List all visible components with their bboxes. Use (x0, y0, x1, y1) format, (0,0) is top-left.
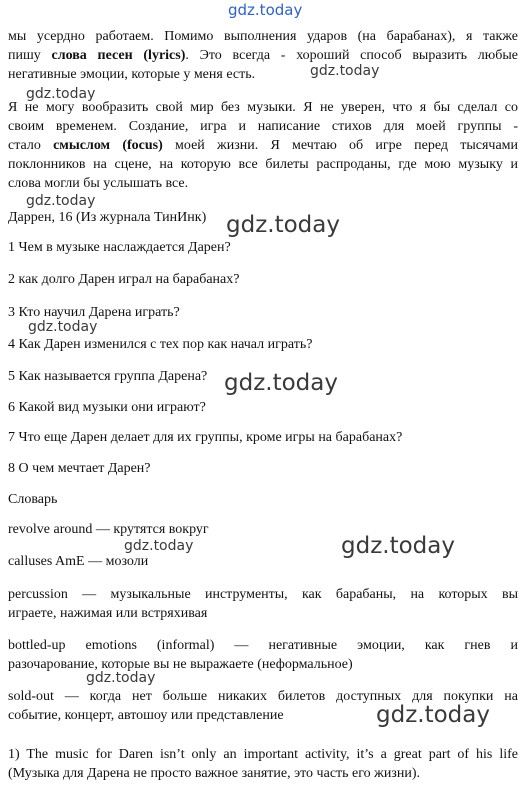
text-run: . Это всегда - хороший способ выразить любые (185, 48, 518, 63)
watermark-small: gdz.today (26, 86, 96, 102)
paragraph-2-line-3 (8, 136, 518, 155)
text-run: моей жизни. Я мечтаю об игре перед тысячами (162, 138, 519, 153)
watermark-small: gdz.today (86, 670, 156, 686)
watermark-large: gdz.today (224, 370, 338, 396)
watermark-large: gdz.today (226, 212, 340, 238)
watermark-top: gdz.today (228, 1, 303, 19)
question-5: 5 Как называется группа Дарена? (8, 369, 208, 384)
question-7: 7 Что еще Дарен делает для их группы, кроме игры на барабанах? (8, 430, 403, 445)
vocabulary-entry-percussion-line-2: играете, нажимая или встряхивая (8, 606, 208, 621)
watermark-small: gdz.today (124, 538, 194, 554)
watermark-large: gdz.today (376, 702, 490, 728)
question-3: 3 Кто научил Дарена играть? (8, 305, 180, 320)
answer-1-line-2: (Музыка для Дарена не просто важное занятие, это часть его жизни). (8, 766, 420, 781)
vocabulary-entry-percussion-line-1: percussion — музыкальные инструменты, как барабаны, на которых вы (8, 587, 518, 602)
paragraph-2-line-1: Я не могу вообразить свой мир без музыки. Я не уверен, что я бы сделал со (8, 100, 518, 115)
watermark-large: gdz.today (341, 533, 455, 559)
paragraph-2-line-5: слова могли бы услышать все. (8, 176, 189, 191)
vocabulary-entry-sold-out-line-2: событие, концерт, автошоу или представление (8, 708, 284, 723)
question-6: 6 Какой вид музыки они играют? (8, 400, 206, 415)
paragraph-1-line-3: негативные эмоции, которые у меня есть. (8, 67, 256, 82)
watermark-small: gdz.today (26, 193, 96, 209)
vocabulary-entry-bottled-up-line-2: разочарование, которые вы не выражаете (неформальное) (8, 657, 353, 672)
vocabulary-entry-sold-out-line-1: sold-out — когда нет больше никаких билетов доступных для покупки на (8, 689, 518, 704)
text-run: стало (8, 138, 54, 153)
question-4: 4 Как Дарен изменился с тех пор как начал играть? (8, 337, 313, 352)
watermark-small: gdz.today (310, 63, 380, 79)
watermark-small: gdz.today (28, 319, 98, 335)
article-signature: Даррен, 16 (Из журнала ТинИнк) (8, 210, 207, 225)
vocabulary-entry-calluses: calluses AmE — мозоли (8, 554, 149, 569)
bold-term-focus: смыслом (focus) (53, 138, 163, 153)
question-8: 8 О чем мечтает Дарен? (8, 461, 151, 476)
bold-term-lyrics: слова песен (lyrics) (51, 48, 186, 63)
question-1: 1 Чем в музыке наслаждается Дарен? (8, 240, 231, 255)
paragraph-1-line-2 (8, 46, 518, 65)
paragraph-2-line-2: своим временем. Создание, игра и написание стихов для моей группы - (8, 119, 518, 134)
vocabulary-heading: Словарь (8, 492, 58, 507)
answer-1-line-1: 1) The music for Daren isn’t only an important activity, it’s a great part of his life (8, 747, 518, 762)
vocabulary-entry-bottled-up-line-1: bottled-up emotions (informal) — негативные эмоции, как гнев и (8, 638, 518, 653)
paragraph-2-line-4: поклонников на сцене, на которую все билеты распроданы, где мою музыку и (8, 157, 518, 172)
text-run: пишу (8, 48, 52, 63)
paragraph-1-line-1: мы усердно работаем. Помимо выполнения ударов (на барабанах), я также (8, 29, 518, 44)
vocabulary-entry-revolve-around: revolve around — крутятся вокруг (8, 522, 209, 537)
question-2: 2 как долго Дарен играл на барабанах? (8, 272, 240, 287)
